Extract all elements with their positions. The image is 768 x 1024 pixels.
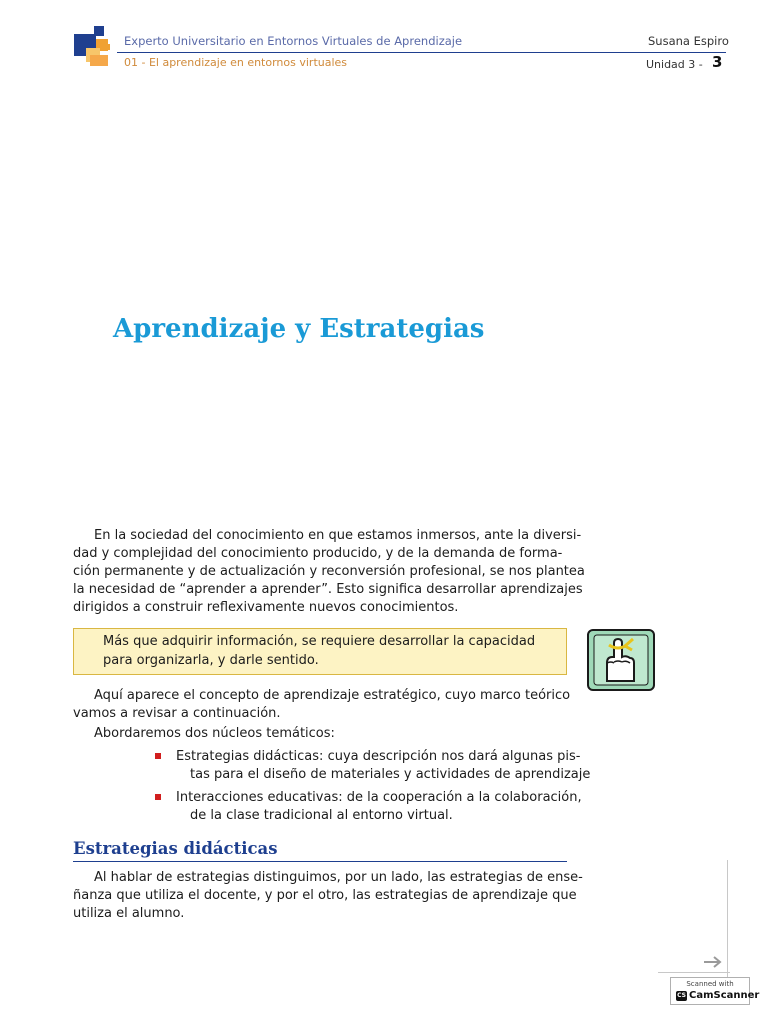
- scanner-brand: CamScanner: [689, 990, 760, 1001]
- page-title: Aprendizaje y Estrategias: [113, 314, 485, 344]
- header-rule: [117, 52, 726, 53]
- bottom-rule: [658, 972, 730, 973]
- intro-line: ción permanente y de actualización y reconversión profesional, se nos plantea: [73, 564, 585, 579]
- list-item-line: de la clase tradicional al entorno virtual.: [190, 808, 453, 823]
- course-title: Experto Universitario en Entornos Virtuales de Aprendizaje: [124, 34, 463, 48]
- intro-line: En la sociedad del conocimiento en que estamos inmersos, ante la diversi-: [94, 528, 582, 543]
- concept-line: vamos a revisar a continuación.: [73, 706, 281, 721]
- list-item-line: Estrategias didácticas: cuya descripción nos dará algunas pis-: [176, 749, 581, 764]
- list-item-line: Interacciones educativas: de la cooperación a la colaboración,: [176, 790, 582, 805]
- intro-line: la necesidad de “aprender a aprender”. Esto significa desarrollar aprendizajes: [73, 582, 583, 597]
- margin-rule: [727, 860, 728, 980]
- section-paragraph: [73, 869, 583, 923]
- concept-paragraph: [73, 687, 569, 723]
- intro-paragraph: [73, 527, 585, 617]
- intro-line: dad y complejidad del conocimiento producido, y de la demanda de forma-: [73, 546, 563, 561]
- highlight-callout: [73, 628, 567, 675]
- unit-label: Unidad 3 -: [646, 58, 703, 71]
- callout-line: para organizarla, y darle sentido.: [103, 653, 319, 668]
- intro-line: dirigidos a construir reflexivamente nuevos conocimientos.: [73, 600, 459, 615]
- list-item-line: tas para el diseño de materiales y actividades de aprendizaje: [190, 767, 591, 782]
- module-title: 01 - El aprendizaje en entornos virtuales: [124, 56, 348, 69]
- bullet-marker-icon: [155, 753, 161, 759]
- section-line: Al hablar de estrategias distinguimos, por un lado, las estrategias de ense-: [94, 870, 583, 885]
- camscanner-badge: [670, 977, 760, 1005]
- nucleos-intro: [73, 725, 569, 743]
- section-rule: [73, 861, 567, 862]
- author-name: Susana Espiro: [648, 34, 729, 48]
- section-line: ñanza que utiliza el docente, y por el otro, las estrategias de aprendizaje que: [73, 888, 577, 903]
- finger-string-reminder-icon: [587, 629, 655, 691]
- camscanner-logo-icon: CS: [677, 992, 686, 999]
- bullet-marker-icon: [155, 794, 161, 800]
- page-number: 3: [712, 53, 723, 71]
- nucleos-intro-text: Abordaremos dos núcleos temáticos:: [94, 726, 335, 741]
- section-heading: Estrategias didácticas: [73, 839, 278, 858]
- section-line: utiliza el alumno.: [73, 906, 185, 921]
- arrow-right-icon[interactable]: [703, 955, 723, 969]
- callout-line: Más que adquirir información, se requiere desarrollar la capacidad: [103, 634, 536, 649]
- concept-line: Aquí aparece el concepto de aprendizaje estratégico, cuyo marco teórico: [94, 688, 571, 703]
- scanner-caption: Scanned with: [686, 980, 734, 988]
